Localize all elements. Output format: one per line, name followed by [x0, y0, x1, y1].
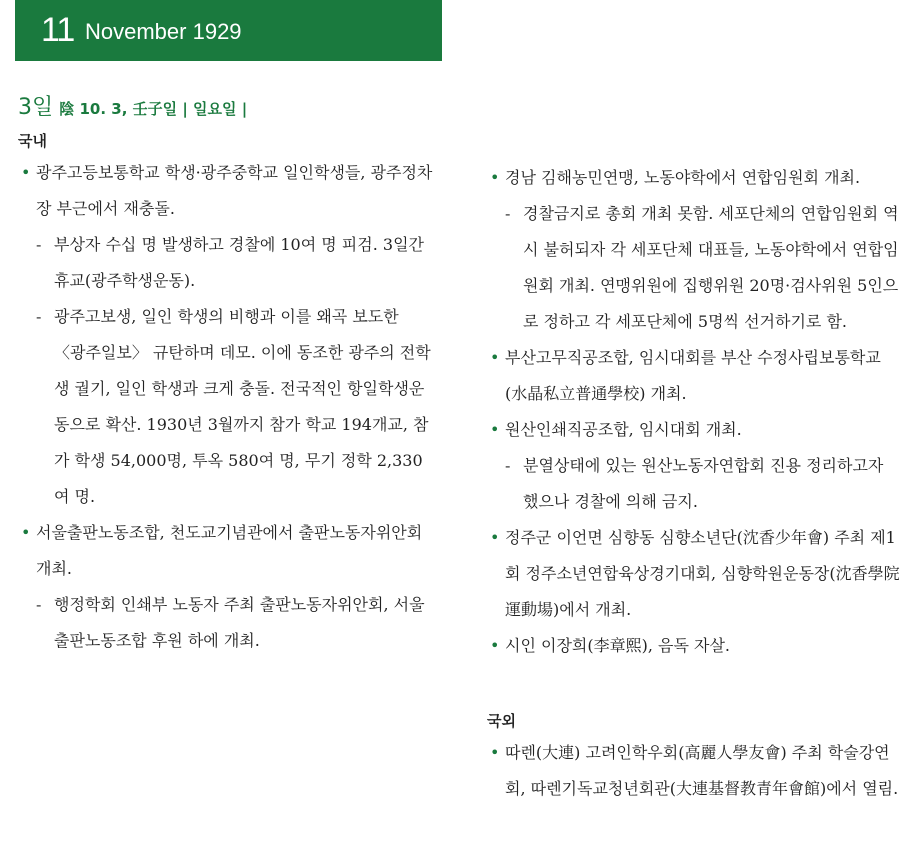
list-item: • 원산인쇄직공조합, 임시대회 개최.	[487, 412, 902, 448]
right-column	[487, 160, 902, 664]
foreign-column	[487, 735, 902, 807]
dateline-lunar-weekday: 陰 10. 3, 壬子일 | 일요일 |	[59, 100, 248, 118]
left-column	[18, 155, 433, 659]
sub-item: - 분열상태에 있는 원산노동자연합회 진용 정리하고자 했으나 경찰에 의해 금지.	[505, 456, 884, 511]
list-item: • 광주고등보통학교 학생·광주중학교 일인학생들, 광주정차장 부근에서 재충돌.	[18, 155, 433, 227]
list-item: • 부산고무직공조합, 임시대회를 부산 수정사립보통학교(水晶私立普通學校) 개최.	[487, 340, 902, 412]
list-item: • 따렌(大連) 고려인학우회(高麗人學友會) 주최 학술강연회, 따렌기독교청년회관(大連基督教青年會館)에서 열림.	[487, 735, 902, 807]
banner-day: 11	[41, 11, 75, 49]
dateline-day: 3일	[18, 95, 54, 120]
list-item: • 경남 김해농민연맹, 노동야학에서 연합임원회 개최.	[487, 160, 902, 196]
list-item: • 서울출판노동조합, 천도교기념관에서 출판노동자위안회 개최.	[18, 515, 433, 587]
list-item: • 시인 이장희(李章熙), 음독 자살.	[487, 628, 902, 664]
foreign-heading: 국외	[487, 712, 516, 730]
banner-month-year: November 1929	[85, 19, 242, 44]
dateline	[18, 90, 247, 121]
list-item: • 정주군 이언면 심향동 심향소년단(沈香少年會) 주최 제1회 정주소년연합육상경기대회, 심향학원운동장(沈香學院運動場)에서 개최.	[487, 520, 902, 628]
sub-item: - 광주고보생, 일인 학생의 비행과 이를 왜곡 보도한 〈광주일보〉 규탄하며 데모. 이에 동조한 광주의 전학생 궐기, 일인 학생과 크게 충돌. 전국적인 항일학생운동으로 확산. 1930년 3월까지 참가 학교 194개교, 참가 학생 54,000명, 투옥 580여 명, 무기 정학 2,330여 명.	[36, 307, 431, 506]
domestic-heading: 국내	[18, 132, 47, 150]
date-banner	[15, 0, 442, 61]
sub-item: - 행정학회 인쇄부 노동자 주최 출판노동자위안회, 서울출판노동조합 후원 하에 개최.	[36, 595, 425, 650]
sub-item: - 부상자 수십 명 발생하고 경찰에 10여 명 피검. 3일간 휴교(광주학생운동).	[36, 235, 424, 290]
sub-item: - 경찰금지로 총회 개최 못함. 세포단체의 연합임원회 역시 불허되자 각 세포단체 대표들, 노동야학에서 연합임원회 개최. 연맹위원에 집행위원 20명·검사위원 5인으로 정하고 각 세포단체에 5명씩 선거하기로 함.	[505, 204, 899, 331]
